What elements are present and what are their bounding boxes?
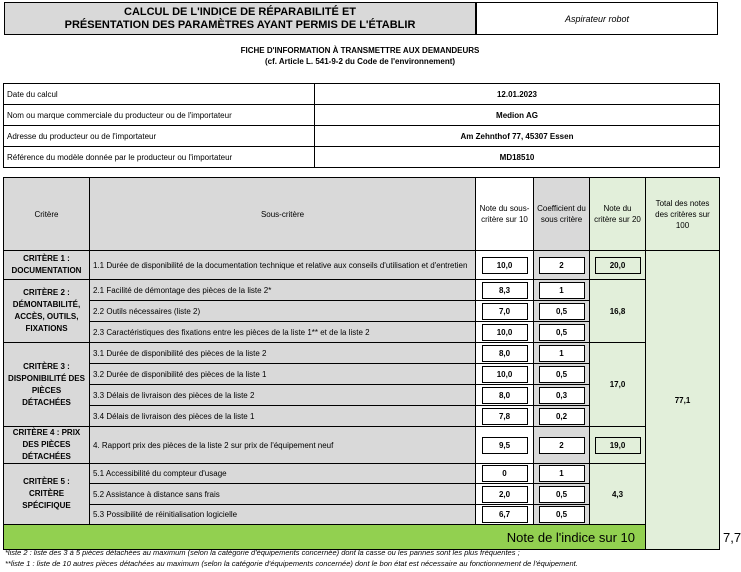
subcriterion-note: 7,8 [476, 406, 534, 427]
fiche-heading [0, 45, 720, 67]
criterion-1-note20: 20,0 [590, 251, 646, 280]
info-row-address [4, 126, 720, 147]
subcriterion-coef: 0,2 [534, 406, 590, 427]
table-row [4, 343, 720, 364]
subcriterion-coef: 0,5 [534, 364, 590, 385]
info-value: MD18510 [315, 147, 720, 168]
subcriterion-coef: 1 [534, 280, 590, 301]
criteria-table [3, 177, 741, 550]
subcriterion-label: 3.2 Durée de disponibilité des pièces de la liste 1 [90, 364, 476, 385]
fiche-line-1: FICHE D'INFORMATION À TRANSMETTRE AUX DEMANDEURS [240, 46, 480, 55]
subcriterion-note: 10,0 [476, 251, 534, 280]
subcriterion-coef: 0,3 [534, 385, 590, 406]
header-coef: Coefficient du sous critère [534, 178, 590, 251]
info-value: 12.01.2023 [315, 84, 720, 105]
subcriterion-note: 10,0 [476, 322, 534, 343]
subcriterion-coef: 0,5 [534, 322, 590, 343]
info-row-date [4, 84, 720, 105]
footnote-liste-2: *liste 2 : liste des 3 à 5 pièces détachées au maximum (selon la catégorie d'équipements concernée) dont la casse ou les pannes sont les plus fréquentes ; [5, 548, 520, 557]
header-total: Total des notes des critères sur 100 [646, 178, 720, 251]
info-row-model [4, 147, 720, 168]
criterion-5-note20: 4,3 [590, 464, 646, 525]
subcriterion-note: 8,0 [476, 385, 534, 406]
subcriterion-note: 9,5 [476, 427, 534, 464]
subcriterion-note: 6,7 [476, 505, 534, 525]
subcriterion-coef: 1 [534, 343, 590, 364]
subcriterion-label: 1.1 Durée de disponibilité de la documentation technique et relative aux conseils d'utilisation et d'entretien [90, 251, 476, 280]
subcriterion-note: 8,3 [476, 280, 534, 301]
subcriterion-note: 2,0 [476, 484, 534, 505]
table-row [4, 251, 720, 280]
subcriterion-coef: 0,5 [534, 505, 590, 525]
subcriterion-label: 2.2 Outils nécessaires (liste 2) [90, 301, 476, 322]
table-row [4, 427, 720, 464]
criterion-3-name: CRITÈRE 3 : DISPONIBILITÉ DES PIÈCES DÉTACHÉES [4, 343, 90, 427]
title-line-2: PRÉSENTATION DES PARAMÈTRES AYANT PERMIS DE L'ÉTABLIR [64, 18, 416, 31]
page-title [4, 2, 476, 35]
info-table [3, 83, 720, 168]
subcriterion-label: 3.4 Délais de livraison des pièces de la liste 1 [90, 406, 476, 427]
criterion-1-name: CRITÈRE 1 : DOCUMENTATION [4, 251, 90, 280]
subcriterion-coef: 1 [534, 464, 590, 484]
info-label: Nom ou marque commerciale du producteur ou de l'importateur [4, 105, 315, 126]
table-row [4, 464, 720, 484]
info-label: Adresse du producteur ou de l'importateur [4, 126, 315, 147]
index-footer-row: Note de l'indice sur 10 7,7 [4, 525, 720, 550]
subcriterion-label: 3.1 Durée de disponibilité des pièces de la liste 2 [90, 343, 476, 364]
info-value: Medion AG [315, 105, 720, 126]
fiche-line-2: (cf. Article L. 541-9-2 du Code de l'environnement) [264, 57, 456, 66]
subcriterion-coef: 2 [534, 251, 590, 280]
info-label: Date du calcul [4, 84, 315, 105]
subcriterion-coef: 2 [534, 427, 590, 464]
index-label: Note de l'indice sur 10 [4, 525, 646, 550]
subcriterion-note: 0 [476, 464, 534, 484]
subcriterion-label: 4. Rapport prix des pièces de la liste 2 sur prix de l'équipement neuf [90, 427, 476, 464]
subcriterion-label: 2.3 Caractéristiques des fixations entre les pièces de la liste 1** et de la liste 2 [90, 322, 476, 343]
criterion-4-note20: 19,0 [590, 427, 646, 464]
subcriterion-label: 5.1 Accessibilité du compteur d'usage [90, 464, 476, 484]
subcriterion-coef: 0,5 [534, 484, 590, 505]
total-100: 77,1 [646, 251, 720, 550]
info-label: Référence du modèle donnée par le producteur ou l'importateur [4, 147, 315, 168]
subcriterion-label: 3.3 Délais de livraison des pièces de la liste 2 [90, 385, 476, 406]
criterion-2-note20: 16,8 [590, 280, 646, 343]
criterion-2-name: CRITÈRE 2 : DÉMONTABILITÉ, ACCÈS, OUTILS, FIXATIONS [4, 280, 90, 343]
subcriterion-label: 5.2 Assistance à distance sans frais [90, 484, 476, 505]
header-critere: Critère [4, 178, 90, 251]
table-row [4, 280, 720, 301]
product-type: Aspirateur robot [476, 2, 718, 35]
subcriterion-label: 5.3 Possibilité de réinitialisation logicielle [90, 505, 476, 525]
subcriterion-note: 7,0 [476, 301, 534, 322]
subcriterion-label: 2.1 Facilité de démontage des pièces de la liste 2* [90, 280, 476, 301]
footnote-liste-1: **liste 1 : liste de 10 autres pièces détachées au maximum (selon la catégorie d'équipements concernée) dont le bon état est nécessaire au fonctionnement de l'équipement. [5, 559, 578, 568]
table-header-row [4, 178, 720, 251]
title-line-1: CALCUL DE L'INDICE DE RÉPARABILITÉ ET [124, 5, 356, 18]
subcriterion-note: 10,0 [476, 364, 534, 385]
subcriterion-note: 8,0 [476, 343, 534, 364]
header-note-sous: Note du sous-critère sur 10 [476, 178, 534, 251]
criterion-4-name: CRITÈRE 4 : PRIX DES PIÈCES DÉTACHÉES [4, 427, 90, 464]
header-note20: Note du critère sur 20 [590, 178, 646, 251]
criterion-5-name: CRITÈRE 5 : CRITÈRE SPÉCIFIQUE [4, 464, 90, 525]
header-sous-critere: Sous-critère [90, 178, 476, 251]
subcriterion-coef: 0,5 [534, 301, 590, 322]
criterion-3-note20: 17,0 [590, 343, 646, 427]
footnotes [5, 547, 717, 569]
info-value: Am Zehnthof 77, 45307 Essen [315, 126, 720, 147]
info-row-brand [4, 105, 720, 126]
